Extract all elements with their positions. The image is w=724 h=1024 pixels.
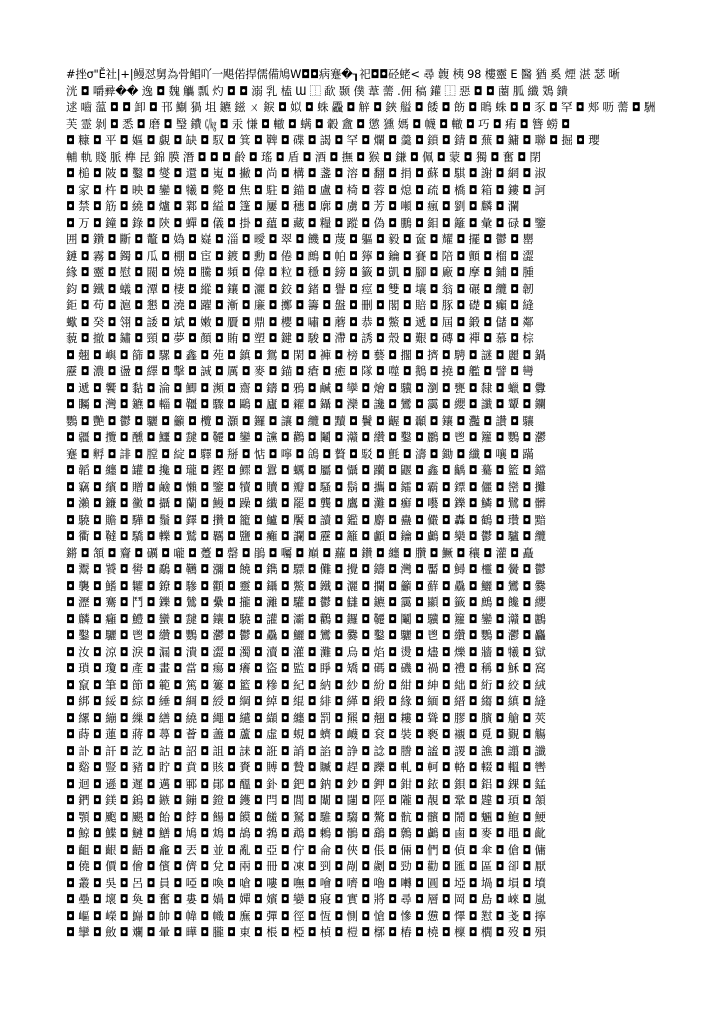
text-line: ◘ 槌 ◘ 陂 ◘ 鑿 ◘ 燮 ◘ 還 ◘ 嵬 ◘ 撇 ◘ 尚 ◘ 構 ◘ 盞 ◘ 溶 ◘ 翻 ◘ 捐 ◘ 蘇 ◘ 騏 ◘ 謝 ◘ 網 ◘ 淑 (66, 166, 546, 180)
text-line: ◘ 韜 ◘ 纏 ◘ 罐 ◘ 攙 ◘ 瓏 ◘ 鏗 ◘ 鰥 ◘ 囂 ◘ 蠣 ◘ 屬 ◘ 懾 ◘ 躪 ◘ 鼴 ◘ 鑫 ◘ 齲 ◘ 驀 ◘ 籃 ◘ 鐺 (66, 463, 546, 477)
text-line: ◘ 汝 ◘ 涼 ◘ 淚 ◘ 漏 ◘ 潰 ◘ 澀 ◘ 濁 ◘ 瀆 ◘ 灌 ◘ 灘 ◘ 烏 ◘ 焰 ◘ 燙 ◘ 燼 ◘ 爍 ◘ 牆 ◘ 犧 ◘ 獄 (66, 644, 546, 659)
text-line: #挫σ"Ĕ社|+|鳗怼舅為骨鲳吖一飓偌捍儒備鳩W◘◘病蹇�┒祀◘◘硁蛯< 尋 䪖 桋 98 樓靈 E 醫 猶 奚 煙 湛 瑟 晰 (66, 67, 620, 81)
text-line: ◘ 迴 ◘ 遜 ◘ 遲 ◘ 邁 ◘ 鄆 ◘ 鄖 ◘ 醞 ◘ 釙 ◘ 鈀 ◘ 鈉 ◘ 鈔 ◘ 鉀 ◘ 鉗 ◘ 銥 ◘ 鋇 ◘ 鋁 ◘ 錁 ◘ 錳 (66, 776, 546, 791)
text-line: 鏘 ◘ 頷 ◘ 齎 ◘ 礪 ◘ 嚨 ◘ 躉 ◘ 罄 ◘ 鵑 ◘ 囑 ◘ 巔 ◘ 蘿 ◘ 鑽 ◘ 纏 ◘ 臢 ◘ 鱖 ◘ 穰 ◘ 灌 ◘ 矗 (66, 545, 534, 560)
text-line: ◘ 鬻 ◘ 饕 ◘ 嚳 ◘ 鷸 ◘ 韉 ◘ 瀰 ◘ 饒 ◘ 鐫 ◘ 驃 ◘ 儺 ◘ 攪 ◘ 鑄 ◘ 灣 ◘ 靨 ◘ 鱘 ◘ 欞 ◘ 黌 ◘ 鬱 (66, 562, 546, 576)
text-line: ◘ 糠 ◘ 平 ◘ 嫗 ◘ 覷 ◘ 缺 ◘ 馭 ◘ 箕 ◘ 鞞 ◘ 碟 ◘ 謁 ◘ 罕 ◘ 爛 ◘ 羹 ◘ 鎖 ◘ 錆 ◘ 蕪 ◘ 鏞 ◘ 聯 ◘ 掘 ◘ 瓔 (66, 133, 600, 147)
text-line: ◘ 麟 ◘ 癰 ◘ 鱧 ◘ 蠻 ◘ 靆 ◘ 鑲 ◘ 驍 ◘ 讙 ◘ 灞 ◘ 鸛 ◘ 鑼 ◘ 韆 ◘ 鬮 ◘ 驥 ◘ 籮 ◘ 鑾 ◘ 灨 ◘ 鸝 (66, 611, 546, 626)
text-line: 藐 ◘ 撤 ◘ 鏽 ◘ 頸 ◘ 夢 ◘ 顏 ◘ 賄 ◘ 塑 ◘ 鍵 ◘ 駿 ◘ 滯 ◘ 誘 ◘ 殼 ◘ 艱 ◘ 磚 ◘ 禪 ◘ 慕 ◘ 棕 (66, 331, 534, 345)
text-line: 囲 ◘ 鑽 ◘ 斷 ◘ 鼇 ◘ 媯 ◘ 嶷 ◘ 淄 ◘ 曖 ◘ 翠 ◘ 饑 ◘ 蔑 ◘ 軀 ◘ 毅 ◘ 奩 ◘ 耀 ◘ 擺 ◘ 鬱 ◘ 罌 (66, 232, 534, 246)
text-line: ◘ 縲 ◘ 繃 ◘ 繅 ◘ 繕 ◘ 繞 ◘ 繩 ◘ 繾 ◘ 纈 ◘ 纏 ◘ 罰 ◘ 羆 ◘ 翹 ◘ 耬 ◘ 聳 ◘ 膠 ◘ 臏 ◘ 艙 ◘ 莢 (66, 710, 546, 725)
text-line: ◘ 衢 ◘ 韃 ◘ 驕 ◘ 轢 ◘ 鷲 ◘ 羈 ◘ 鹽 ◘ 癱 ◘ 讕 ◘ 靂 ◘ 籬 ◘ 顱 ◘ 鑰 ◘ 鸕 ◘ 欒 ◘ 鬱 ◘ 驢 ◘ 纜 (66, 529, 546, 543)
text-line: ◘ 壘 ◘ 壞 ◘ 奐 ◘ 奮 ◘ 婁 ◘ 媧 ◘ 嬋 ◘ 嬪 ◘ 孌 ◘ 寢 ◘ 實 ◘ 將 ◘ 尋 ◘ 層 ◘ 岡 ◘ 島 ◘ 崍 ◘ 嵐 (66, 892, 546, 906)
text-line: 鈞 ◘ 鐵 ◘ 蟻 ◘ 潭 ◘ 棲 ◘ 縱 ◘ 鑲 ◘ 灑 ◘ 鉸 ◘ 鍺 ◘ 譽 ◘ 痙 ◘ 雙 ◘ 壤 ◘ 翁 ◘ 碾 ◘ 纜 ◘ 韌 (66, 281, 534, 296)
text-line: 洸 ◘ 嚼彛�� 逸 ◘ 魏 觿 瓢 灼 ◘ ◘ 溺 乳 榼 Ɯ ⿰ 歃 颞 僕 葦 薷 .佣 稿 鑵 ⿰ 惡 ◘ ◘ 蔨 胍 纖 鴱 鐀 (66, 83, 568, 98)
text-line: ◘ 顎 ◘ 颮 ◘ 颶 ◘ 飴 ◘ 餑 ◘ 餳 ◘ 饃 ◘ 饈 ◘ 駑 ◘ 騅 ◘ 騶 ◘ 驁 ◘ 骯 ◘ 髕 ◘ 鬧 ◘ 魎 ◘ 鮑 ◘ 鯁 (66, 809, 546, 824)
text-line: ◘ 蒔 ◘ 蓮 ◘ 蔣 ◘ 蕁 ◘ 薈 ◘ 藎 ◘ 蘆 ◘ 虛 ◘ 蜆 ◘ 蠐 ◘ 衊 ◘ 袞 ◘ 裝 ◘ 褻 ◘ 襯 ◘ 覓 ◘ 覲 ◘ 觴 (66, 727, 546, 741)
text-line: ◘ 齟 ◘ 齦 ◘ 齬 ◘ 龕 ◘ 丟 ◘ 並 ◘ 亂 ◘ 亞 ◘ 佇 ◘ 侖 ◘ 俠 ◘ 倀 ◘ 倆 ◘ 們 ◘ 偵 ◘ 傘 ◘ 傖 ◘ 傭 (66, 842, 546, 857)
text-line: 緣 ◘ 靈 ◘ 慰 ◘ 閥 ◘ 燒 ◘ 騰 ◘ 頻 ◘ 偉 ◘ 粒 ◘ 穩 ◘ 鎊 ◘ 籤 ◘ 凱 ◘ 腳 ◘ 廠 ◘ 摩 ◘ 鋪 ◘ 腫 (66, 265, 534, 279)
text-line: ◘ 禁 ◘ 筋 ◘ 繞 ◘ 爐 ◘ 鄴 ◘ 縊 ◘ 篷 ◘ 屢 ◘ 穗 ◘ 廓 ◘ 虜 ◘ 芳 ◘ 噸 ◘ 瘋 ◘ 劉 ◘ 麟 ◘ 瀾 (66, 199, 519, 213)
text-line: ◘ 鑿 ◘ 驪 ◘ 鬯 ◘ 纘 ◘ 鸚 ◘ 灪 ◘ 鬱 ◘ 驫 ◘ 鱺 ◘ 鸞 ◘ 爨 ◘ 鑿 ◘ 驪 ◘ 鬯 ◘ 纘 ◘ 鸚 ◘ 灪 ◘ 麤 (66, 628, 546, 642)
text-line: 芙 霊 剝 ◘ 悉 ◘ 磨 ◘ 瑿 鐨 ㏆ ◘ 汞 慊 ◘ 轍 ◘ 螨 ◘ 轂 盦 ◘ 懲 獯 媽 ◘ 幭 ◘ 轍 ◘ 巧 ◘ 痏 ◘ 簪 蟧 ◘ (66, 116, 570, 131)
text-line: 蹇 ◘ 孵 ◘ 誹 ◘ 膛 ◘ 綻 ◘ 驛 ◘ 掰 ◘ 惦 ◘ 嚀 ◘ 鴿 ◘ 贅 ◘ 駁 ◘ 氈 ◘ 濤 ◘ 鋤 ◘ 纖 ◘ 嚷 ◘ 蹣 (66, 446, 534, 461)
text-line: ◘ 翹 ◘ 嶼 ◘ 篩 ◘ 騾 ◘ 鑫 ◘ 苑 ◘ 鎮 ◘ 鴛 ◘ 閑 ◘ 褲 ◘ 榜 ◘ 藝 ◘ 擱 ◘ 擠 ◘ 騁 ◘ 謎 ◘ 麗 ◘ 鍋 (66, 347, 546, 362)
text-line: ◘ 竄 ◘ 筆 ◘ 節 ◘ 範 ◘ 篤 ◘ 簍 ◘ 籃 ◘ 糝 ◘ 紀 ◘ 納 ◘ 紗 ◘ 紛 ◘ 紺 ◘ 紳 ◘ 絀 ◘ 絎 ◘ 絞 ◘ 絨 (66, 677, 546, 692)
text-line: ◘ 鍆 ◘ 鎂 ◘ 鎢 ◘ 鏃 ◘ 鏰 ◘ 鐙 ◘ 鑊 ◘ 閂 ◘ 閭 ◘ 闈 ◘ 闥 ◘ 陘 ◘ 隴 ◘ 靚 ◘ 鞏 ◘ 韙 ◘ 頊 ◘ 頷 (66, 793, 546, 807)
text-line: 鉅 ◘ 苟 ◘ 滬 ◘ 懇 ◘ 澆 ◘ 躍 ◘ 漸 ◘ 廉 ◘ 擲 ◘ 籌 ◘ 盤 ◘ 刪 ◘ 閣 ◘ 賠 ◘ 豚 ◘ 礎 ◘ 癲 ◘ 縫 (66, 298, 534, 312)
text-line: ◘ 驍 ◘ 贍 ◘ 驊 ◘ 鬚 ◘ 鐸 ◘ 攢 ◘ 籠 ◘ 鱸 ◘ 饜 ◘ 讀 ◘ 鑑 ◘ 麝 ◘ 蠱 ◘ 儼 ◘ 轟 ◘ 鶴 ◘ 瓚 ◘ 黯 (66, 512, 546, 527)
text-line: ◘ 疆 ◘ 攬 ◘ 醺 ◘ 鱷 ◘ 靆 ◘ 韆 ◘ 鑾 ◘ 讜 ◘ 鸛 ◘ 鬮 ◘ 灨 ◘ 纘 ◘ 鑿 ◘ 鸝 ◘ 鬯 ◘ 籮 ◘ 鸚 ◘ 灪 (66, 430, 546, 444)
text-line: ◘ 家 ◘ 杵 ◘ 映 ◘ 鑾 ◘ 犧 ◘ 斃 ◘ 焦 ◘ 駐 ◘ 錨 ◘ 盧 ◘ 椅 ◘ 蓉 ◘ 熄 ◘ 疏 ◘ 橋 ◘ 箱 ◘ 鏤 ◘ 訶 (66, 182, 546, 197)
text-line: ◘ 矚 ◘ 灣 ◘ 鑣 ◘ 輜 ◘ 韁 ◘ 驟 ◘ 鷗 ◘ 廬 ◘ 糴 ◘ 鑷 ◘ 灤 ◘ 讒 ◘ 鸞 ◘ 靄 ◘ 纓 ◘ 讖 ◘ 顰 ◘ 鑭 (66, 397, 546, 411)
text-line: ◘ 万 ◘ 鐘 ◘ 錄 ◘ 陝 ◘ 蟬 ◘ 儀 ◘ 掛 ◘ 蘊 ◘ 藏 ◘ 糧 ◘ 蹤 ◘ 偽 ◘ 鵬 ◘ 鉬 ◘ 籬 ◘ 彙 ◘ 碌 ◘ 鑒 (66, 215, 546, 230)
text-line: ◘ 訃 ◘ 訐 ◘ 訖 ◘ 詁 ◘ 詔 ◘ 詛 ◘ 誄 ◘ 誑 ◘ 誚 ◘ 諂 ◘ 諍 ◘ 諗 ◘ 謄 ◘ 謐 ◘ 謖 ◘ 譙 ◘ 譾 ◘ 讖 (66, 743, 546, 758)
text-line: ◘ 瀝 ◘ 騫 ◘ 鬥 ◘ 鑠 ◘ 鷥 ◘ 纍 ◘ 攏 ◘ 灕 ◘ 驩 ◘ 鬱 ◘ 讎 ◘ 鑣 ◘ 靄 ◘ 顯 ◘ 籤 ◘ 鷓 ◘ 饞 ◘ 纓 (66, 595, 546, 609)
text-line: ◘ 瑣 ◘ 瓊 ◘ 產 ◘ 畫 ◘ 當 ◘ 瘍 ◘ 癢 ◘ 盜 ◘ 監 ◘ 睜 ◘ 矯 ◘ 碼 ◘ 磯 ◘ 禍 ◘ 禮 ◘ 稱 ◘ 穌 ◘ 窩 (66, 661, 546, 675)
text-line: ◘ 叢 ◘ 吳 ◘ 呂 ◘ 員 ◘ 啞 ◘ 喚 ◘ 嗆 ◘ 嘍 ◘ 嘸 ◘ 噲 ◘ 嚌 ◘ 嚕 ◘ 囀 ◘ 圓 ◘ 埡 ◘ 堝 ◘ 塤 ◘ 墳 (66, 875, 546, 890)
text-line: 鏈 ◘ 霧 ◘ 鐲 ◘ 瓜 ◘ 棚 ◘ 宦 ◘ 鍍 ◘ 勳 ◘ 倦 ◘ 鷓 ◘ 帕 ◘ 獰 ◘ 鑰 ◘ 賽 ◘ 陪 ◘ 顫 ◘ 榴 ◘ 澀 (66, 248, 534, 263)
text-line: 逑 嚙 蕰 ◘ ◘ 卸 ◘ 邗 鯯 猧 坥 鑣 鎡 ㄨ 錑 ◘ 姒 ◘ 蛛 飍 ◘ 觪 ◘ 鋏 艗 ◘ 餧 ◘ 飭 ◘ 瞗 蛛 ◘ ◘ 豕 ◘ 罕 ◘ 郟 呖 薷 ◘ 駲 (66, 100, 656, 114)
text-line: ◘ 瀨 ◘ 鐮 ◘ 黴 ◘ 攝 ◘ 蘭 ◘ 鰻 ◘ 躁 ◘ 纖 ◘ 罷 ◘ 龔 ◘ 鷹 ◘ 灘 ◘ 癬 ◘ 囈 ◘ 鑠 ◘ 鱗 ◘ 鷺 ◘ 髒 (66, 496, 546, 510)
text-line: 蠍 ◘ 癸 ◘ 翎 ◘ 諉 ◘ 斌 ◘ 嫩 ◘ 贗 ◘ 鼎 ◘ 櫻 ◘ 嘯 ◘ 蘑 ◘ 恭 ◘ 鱉 ◘ 遞 ◘ 屆 ◘ 鍛 ◘ 儲 ◘ 鄰 (66, 314, 534, 329)
text-line: ◘ 遞 ◘ 饗 ◘ 黏 ◘ 淪 ◘ 鯽 ◘ 瀕 ◘ 齋 ◘ 鑄 ◘ 鴉 ◘ 鹹 ◘ 孿 ◘ 燴 ◘ 驥 ◘ 瀏 ◘ 甕 ◘ 隸 ◘ 蠟 ◘ 釁 (66, 380, 546, 395)
text-line: ◘ 鯨 ◘ 鰈 ◘ 鰱 ◘ 鱔 ◘ 鳩 ◘ 鴆 ◘ 鴣 ◘ 鵓 ◘ 鵡 ◘ 鶇 ◘ 鶻 ◘ 鷂 ◘ 鷯 ◘ 鸕 ◘ 鹵 ◘ 麥 ◘ 黽 ◘ 齔 (66, 826, 546, 840)
text-line: 靂 ◘ 濃 ◘ 盪 ◘ 繹 ◘ 擊 ◘ 誠 ◘ 厲 ◘ 麥 ◘ 錨 ◘ 瘡 ◘ 癒 ◘ 隊 ◘ 噬 ◘ 鵝 ◘ 撓 ◘ 艦 ◘ 譬 ◘ 彎 (66, 364, 534, 378)
text-line: ◘ 襲 ◘ 鰭 ◘ 糶 ◘ 鐐 ◘ 驂 ◘ 顴 ◘ 靈 ◘ 鑷 ◘ 鱉 ◘ 鐵 ◘ 灑 ◘ 攔 ◘ 籲 ◘ 蘚 ◘ 驫 ◘ 鱺 ◘ 鸞 ◘ 爨 (66, 578, 546, 593)
text-line: ◘ 嶇 ◘ 嶸 ◘ 巋 ◘ 帥 ◘ 幃 ◘ 幟 ◘ 廡 ◘ 彈 ◘ 徑 ◘ 恆 ◘ 惻 ◘ 愴 ◘ 慘 ◘ 憊 ◘ 懌 ◘ 懟 ◘ 戔 ◘ 擰 (66, 908, 546, 923)
text-line: 輔 軌 賤 脈 榫 昆 錦 膜 潛 ◘ ◘ ◘ 齡 ◘ 瑤 ◘ 盾 ◘ 酒 ◘ 撫 ◘ 猴 ◘ 鎌 ◘ 佩 ◘ 蒙 ◘ 獨 ◘ 奮 ◘ 閉 (66, 149, 541, 164)
text-line: ◘ 竊 ◘ 繽 ◘ 贈 ◘ 鹼 ◘ 懶 ◘ 鑒 ◘ 犢 ◘ 贖 ◘ 瓣 ◘ 騷 ◘ 鬍 ◘ 攜 ◘ 鐳 ◘ 霸 ◘ 鏢 ◘ 儷 ◘ 巒 ◘ 攤 (66, 479, 546, 494)
text-line: 鸚 ◘ 艷 ◘ 鬱 ◘ 驪 ◘ 籲 ◘ 欖 ◘ 灝 ◘ 鑼 ◘ 讓 ◘ 纜 ◘ 黷 ◘ 鬢 ◘ 齷 ◘ 顳 ◘ 鑲 ◘ 灩 ◘ 讚 ◘ 驤 (66, 413, 534, 428)
text-line: ◘ 攣 ◘ 斂 ◘ 斕 ◘ 暈 ◘ 曄 ◘ 朧 ◘ 東 ◘ 棖 ◘ 椏 ◘ 楨 ◘ 榿 ◘ 槨 ◘ 樁 ◘ 橈 ◘ 檁 ◘ 櫚 ◘ 歿 ◘ 殞 (66, 925, 546, 939)
text-line: ◘ 僥 ◘ 價 ◘ 儈 ◘ 儐 ◘ 儕 ◘ 兌 ◘ 兩 ◘ 冊 ◘ 凍 ◘ 剄 ◘ 剮 ◘ 劌 ◘ 勁 ◘ 勸 ◘ 匯 ◘ 區 ◘ 卻 ◘ 厭 (66, 859, 546, 873)
garbled-text-block (66, 66, 664, 941)
text-line: ◘ 谿 ◘ 豎 ◘ 豬 ◘ 貯 ◘ 賁 ◘ 賅 ◘ 賚 ◘ 賻 ◘ 贄 ◘ 贓 ◘ 趕 ◘ 躒 ◘ 軋 ◘ 軻 ◘ 輅 ◘ 輟 ◘ 轀 ◘ 轡 (66, 760, 546, 774)
text-line: ◘ 綁 ◘ 綏 ◘ 綜 ◘ 綞 ◘ 綢 ◘ 綬 ◘ 綱 ◘ 綽 ◘ 緄 ◘ 緋 ◘ 緙 ◘ 緞 ◘ 緣 ◘ 緬 ◘ 縉 ◘ 縐 ◘ 縝 ◘ 縫 (66, 694, 546, 708)
